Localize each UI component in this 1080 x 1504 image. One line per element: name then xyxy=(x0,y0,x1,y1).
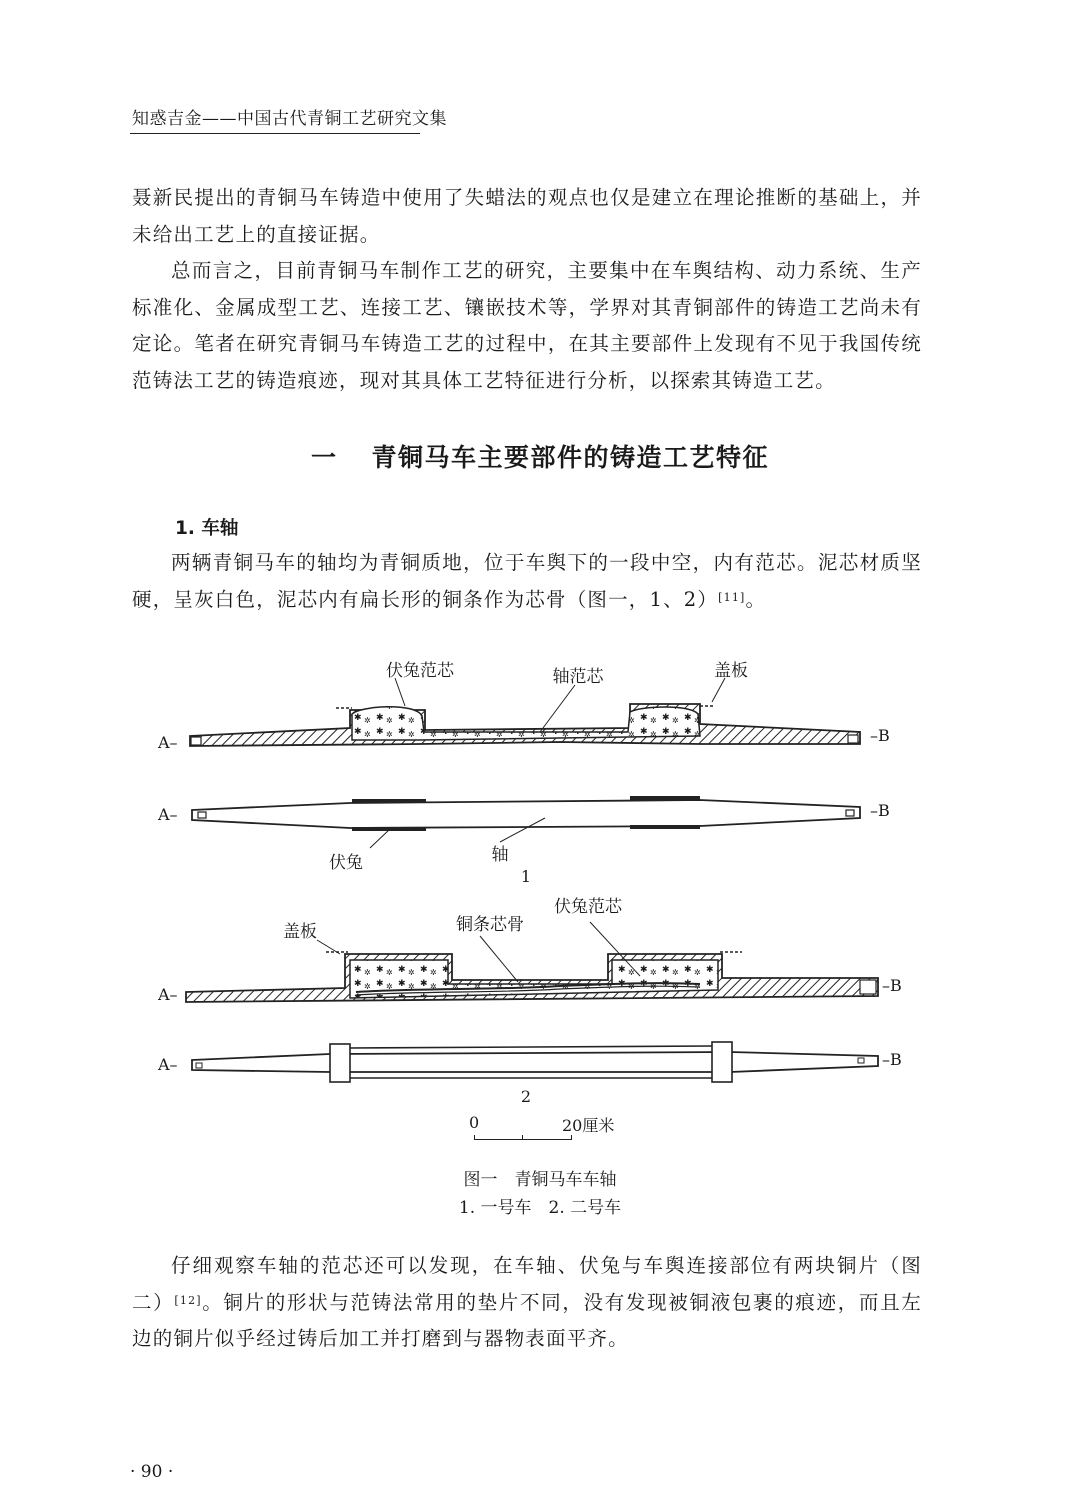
scale-tick xyxy=(522,1135,523,1140)
label-figure-1: 1 xyxy=(520,867,532,886)
paragraph-1: 聂新民提出的青铜马车铸造中使用了失蜡法的观点也仅是建立在理论推断的基础上，并未给出工艺上的直接证据。 xyxy=(132,186,922,246)
label-zhou-fanxin: 轴范芯 xyxy=(552,667,604,687)
subsection-title: 1. 车轴 xyxy=(175,518,239,539)
figure-axle-diagram xyxy=(0,640,1080,1120)
scale-20cm: 20厘米 xyxy=(562,1116,615,1135)
label-gaiban-2: 盖板 xyxy=(283,922,317,942)
label-a-3: A– xyxy=(158,985,178,1004)
label-b-4: –B xyxy=(882,1050,902,1069)
label-futu: 伏兔 xyxy=(329,853,363,873)
axle-1-plan xyxy=(192,798,860,848)
label-futu-fanxin-1: 伏兔范芯 xyxy=(386,661,454,681)
label-figure-2: 2 xyxy=(520,1087,532,1106)
citation-12: [12] xyxy=(174,1293,202,1307)
paragraph-4-text: 仔细观察车轴的范芯还可以发现，在车轴、伏兔与车舆连接部位有两块铜片（图二） xyxy=(132,1254,922,1314)
label-b-2: –B xyxy=(870,801,890,820)
paragraph-3-end: 。 xyxy=(745,587,767,611)
section-title-text: 青铜马车主要部件的铸造工艺特征 xyxy=(371,443,770,472)
scale-zero: 0 xyxy=(469,1113,480,1132)
running-header: 知惑吉金——中国古代青铜工艺研究文集 xyxy=(132,109,447,129)
scale-line xyxy=(474,1135,572,1140)
label-a-2: A– xyxy=(158,805,178,824)
label-b-3: –B xyxy=(882,976,902,995)
label-zhou: 轴 xyxy=(491,845,509,865)
section-title xyxy=(0,438,1080,474)
citation-11: [11] xyxy=(718,590,746,604)
figure-caption-sub: 1. 一号车 2. 二号车 xyxy=(458,1198,622,1218)
label-b-1: –B xyxy=(870,726,890,745)
axle-1-section xyxy=(190,678,860,746)
page-number: · 90 · xyxy=(130,1462,174,1482)
label-a-1: A– xyxy=(158,733,178,752)
axle-2-plan xyxy=(192,1042,878,1082)
label-gaiban-1: 盖板 xyxy=(714,661,748,681)
label-futu-fanxin-2: 伏兔范芯 xyxy=(554,897,622,917)
paragraph-3-text: 两辆青铜马车的轴均为青铜质地，位于车舆下的一段中空，内有范芯。泥芯材质坚硬，呈灰白色，泥芯内有扁长形的铜条作为芯骨（图一，1、2） xyxy=(132,551,922,611)
scale-bar xyxy=(466,1113,636,1143)
figure-caption-title: 图一 青铜马车车轴 xyxy=(463,1170,617,1190)
paragraph-4 xyxy=(132,1248,922,1358)
paragraph-3 xyxy=(132,545,922,618)
section-number: 一 xyxy=(310,443,338,472)
header-rule xyxy=(130,133,420,134)
paragraph-2: 总而言之，目前青铜马车制作工艺的研究，主要集中在车舆结构、动力系统、生产标准化、金属成型工艺、连接工艺、镶嵌技术等，学界对其青铜部件的铸造工艺尚未有定论。笔者在研究青铜马车铸造工艺的过程中，在其主要部件上发现有不见于我国传统范铸法工艺的铸造痕迹，现对其具体工艺特征进行分析，以探索其铸造工艺。 xyxy=(132,259,922,392)
label-tongtiao: 铜条芯骨 xyxy=(456,915,524,935)
label-a-4: A– xyxy=(158,1055,178,1074)
paragraph-4-end: 。铜片的形状与范铸法常用的垫片不同，没有发现被铜液包裹的痕迹，而且左边的铜片似乎经过铸后加工并打磨到与器物表面平齐。 xyxy=(132,1290,922,1350)
